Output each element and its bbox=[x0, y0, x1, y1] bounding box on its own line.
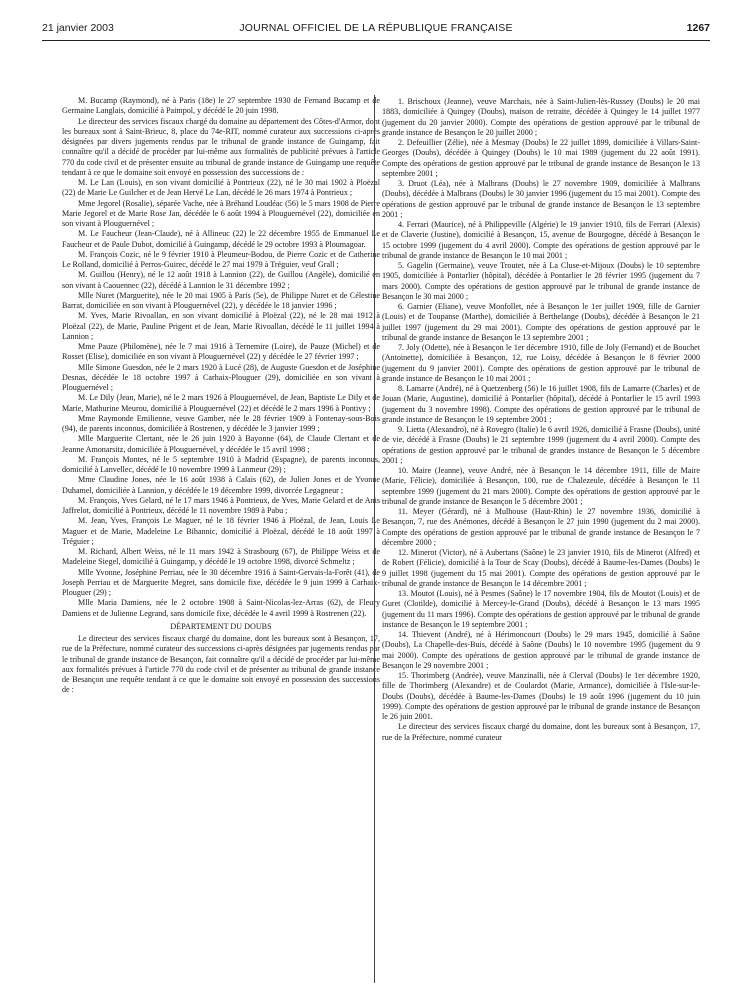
right-column bbox=[382, 97, 700, 743]
paragraph: 3. Druot (Léa), née à Malbrans (Doubs) le 27 novembre 1909, domiciliée à Malbrans (Doubs), décédée à Malbrans (Doubs) le 30 janvier 1996 (jugement du 15 mai 2001). Compte des opérations de gestion approuvé par le tribunal de grande instance de Besançon le 13 septembre 2001 ; bbox=[382, 179, 700, 219]
paragraph: M. Le Dily (Jean, Marie), né le 2 mars 1926 à Plouguernével, de Jean, Baptiste Le Dily et de Marie, Mathurine Meurou, domicilié à Plouguernével (22) et décédé le 2 mars 1996 à Pontivy ; bbox=[62, 393, 380, 413]
paragraph: 10. Maire (Jeanne), veuve André, née à Besançon le 14 décembre 1911, fille de Maire (Marie, Félicie), domiciliée à Besançon, 100, rue de Chalezeule, décédée à Besançon le 11 septembre 1999 (jugement du 21 mars 2000). Compte des opérations de gestion approuvé par le tribunal de grande instance de Besançon le 5 décembre 2001 ; bbox=[382, 466, 700, 506]
paragraph: M. Bucamp (Raymond), né à Paris (18e) le 27 septembre 1930 de Fernand Bucamp et de Germaine Langlais, domicilié à Paimpol, y décédé le 20 juin 1998. bbox=[62, 96, 380, 116]
paragraph: M. Le Faucheur (Jean-Claude), né à Allineuc (22) le 22 décembre 1955 de Emmanuel Le Faucheur et de Paule Dubot, domicilié à Guingamp, décédé le 29 octobre 1993 à Ploumagoar. bbox=[62, 229, 380, 249]
paragraph: M. François, Yves Gelard, né le 17 mars 1946 à Pontrieux, de Yves, Marie Gelard et de Anis Jaffrelot, domicilié à Pontrieux, décédé le 11 novembre 1989 à Pabu ; bbox=[62, 495, 380, 515]
paragraph: Mlle Nuret (Marguerite), née le 20 mai 1905 à Paris (5e), de Philippe Nuret et de Célestine Barrat, domiciliée en son vivant à Plouguernével (22), y décédée le 18 janvier 1996 ; bbox=[62, 290, 380, 310]
paragraph: 2. Defeuillier (Zélie), née à Mesmay (Doubs) le 22 juillet 1899, domiciliée à Villars-Saint-Georges (Doubs), décédée à Quingey (Doubs) le 10 mai 1989 (jugement du 22 août 1991). Compte des opérations de gestion approuvé par le tribunal de grande instance de Besançon le 13 septembre 2001 ; bbox=[382, 138, 700, 178]
left-column bbox=[62, 96, 380, 696]
paragraph: 5. Gagelin (Germaine), veuve Troutet, née à La Cluse-et-Mijoux (Doubs) le 10 septembre 1905, domiciliée à Pontarlier (hôpital), décédée à Pontarlier le 28 février 1995 (jugement du 7 mars 2000). Compte des opérations de gestion approuvé par le tribunal de grande instance de Besançon le 30 mai 2000 ; bbox=[382, 261, 700, 301]
paragraph: Mme Jegorel (Rosalie), séparée Vache, née à Bréhand Loudéac (56) le 5 mars 1908 de Pierre Marie Jegorel et de Marie Rose Jan, décédée le 6 août 1994 à Plouguernével (22), domiciliée en son vivant à Plouguernével ; bbox=[62, 198, 380, 228]
paragraph: 1. Brischoux (Jeanne), veuve Marchais, née à Saint-Julien-lès-Russey (Doubs) le 20 mai 1883, domiciliée à Quingey (Doubs), maison de retraite, décédée à Quingey le 14 juillet 1977 (jugement du 20 janvier 2000). Compte des opérations de gestion approuvé par le tribunal de grande instance de Besançon le 20 juillet 2000 ; bbox=[382, 97, 700, 137]
paragraph: M. François Cozic, né le 9 février 1910 à Pleumeur-Bodou, de Pierre Cozic et de Catherine Le Rolland, domicilié à Perros-Guirec, décédé le 27 mai 1979 à Tréguier, veuf Grall ; bbox=[62, 249, 380, 269]
paragraph: Le directeur des services fiscaux chargé du domaine, dont les bureaux sont à Besançon, 17, rue de la Préfecture, nommé curateur des successions ci-après désignées par jugements rendus par le tribunal de grande instance de Besançon, fait connaître qu'il a décidé de procéder par lui-même aux formalités prévues à l'article 770 du code civil et de présenter au tribunal de grande instance de Besançon une requête tendant à ce que le domaine soit envoyé en possession des successions de : bbox=[62, 634, 380, 695]
section-title: DÉPARTEMENT DU DOUBS bbox=[170, 621, 272, 631]
paragraph: Mlle Marguerite Clertant, née le 26 juin 1920 à Bayonne (64), de Claude Clertant et de Jeanne Amonarsitz, domiciliée à Plouguernével, y décédée le 15 avril 1998 ; bbox=[62, 434, 380, 454]
paragraph: 7. Joly (Odette), née à Besançon le 1er décembre 1910, fille de Joly (Fernand) et de Bouchet (Antoinette), domiciliée à Besançon, 12, rue Loisy, décédée à Besançon le 8 février 2000 (jugement du 9 janvier 2001). Compte des opérations de gestion approuvé par le tribunal de grande instance de Besançon le 10 mai 2001 ; bbox=[382, 343, 700, 383]
paragraph: 6. Garnier (Eliane), veuve Monfollet, née à Besançon le 1er juillet 1909, fille de Garnier (Louis) et de Toupanse (Marthe), domiciliée à Berthelange (Doubs), décédée à Besançon le 21 juillet 1997 (jugement du 29 mai 2001). Compte des opérations de gestion approuvé par le tribunal de grande instance de Besançon le 13 septembre 2001 ; bbox=[382, 302, 700, 342]
paragraph: Mlle Simone Guesdon, née le 2 mars 1920 à Lucé (28), de Auguste Guesdon et de Joséphine Desnas, décédée le 18 octobre 1997 à Carhaix-Plouguer (29), domiciliée en son vivant à Plouguernével ; bbox=[62, 362, 380, 392]
paragraph: M. Le Lan (Louis), en son vivant domicilié à Pontrieux (22), né le 30 mai 1902 à Ploëzal (22) de Marie Le Guilcher et de Jean Hervé Le Lan, décédé le 26 mars 1974 à Pontrieux ; bbox=[62, 178, 380, 198]
paragraph: M. Richard, Albert Weiss, né le 11 mars 1942 à Strasbourg (67), de Philippe Weiss et de Madeleine Siegel, domicilié à Guingamp, y décédé le 19 octobre 1998, divorcé Schmeltz ; bbox=[62, 547, 380, 567]
paragraph: 15. Thorimberg (Andrée), veuve Manzinalli, née à Clerval (Doubs) le 1er décembre 1920, fille de Thorimberg (Alexandre) et de Coulardot (Marie, Armance), domiciliée à l'Isle-sur-le-Doubs (Doubs), décédée à Baume-les-Dames (Doubs) le 19 août 1996 (jugement du 10 juin 1999). Compte des opérations de gestion approuvé par le tribunal de grande instance de Besançon le 26 juin 2001. bbox=[382, 671, 700, 721]
paragraph: M. Yves, Marie Rivoallan, en son vivant domicilié à Ploëzal (22), né le 28 mai 1912 à Ploëzal (22), de Marie, Pauline Prigent et de Jean, Marie Rivoallan, décédé le 11 juillet 1994 à Lannion ; bbox=[62, 311, 380, 341]
paragraph: 8. Lamarre (André), né à Quetzenberg (56) le 16 juillet 1908, fils de Lamarre (Charles) et de Jouan (Marie, Augustine), domicilié à Pontarlier (hôpital), décédé à Pontarlier le 15 avril 1993 (jugement du 3 novembre 1998). Compte des opérations de gestion approuvé par le tribunal de grande instance de Besançon le 19 septembre 2001 ; bbox=[382, 384, 700, 424]
header-rule bbox=[42, 40, 710, 41]
paragraph: Le directeur des services fiscaux chargé du domaine, dont les bureaux sont à Besançon, 17, rue de la Préfecture, nommé curateur bbox=[382, 722, 700, 742]
paragraph: 9. Lietta (Alexandro), né à Rovegro (Italie) le 6 avril 1926, domicilié à Frasne (Doubs), unité de vie, décédé à Frasne (Doubs) le 21 septembre 1999 (jugement du 4 avril 2000). Compte des opérations de gestion approuvé par le tribunal de grandes instance de Besançon le 5 décembre 2001 ; bbox=[382, 425, 700, 465]
paragraph: 13. Moutot (Louis), né à Pesmes (Saône) le 17 novembre 1904, fils de Moutot (Louis) et de Guret (Clotilde), domicilié à Mercey-le-Grand (Doubs), décédé à Besançon le 13 mars 1995 (jugement du 11 mars 1996). Compte des opérations de gestion approuvé par le tribunal de grande instance de Besançon le 19 septembre 2001 ; bbox=[382, 589, 700, 629]
paragraph: 14. Thievent (André), né à Hérimoncourt (Doubs) le 29 mars 1945, domicilié à Saône (Doubs), La Chapelle-des-Buis, décédé à Saône (Doubs) le 10 novembre 1995 (jugement du 9 mai 2000). Compte des opérations de gestion approuvé par le tribunal de grande instance de Besançon le 29 novembre 2001 ; bbox=[382, 630, 700, 670]
paragraph: Mme Pauze (Philomène), née le 7 mai 1916 à Ternemire (Loire), de Pauze (Michel) et de Rosset (Elise), domiciliée en son vivant à Plouguernével (22) y décédée le 27 février 1997 ; bbox=[62, 342, 380, 362]
paragraph: M. Jean, Yves, François Le Maguer, né le 18 février 1946 à Ploëzal, de Jean, Louis Le Maguer et de Marie, Madeleine Le Bihannic, domicilié à Ploëzal, décédé le 18 août 1997 à Tréguier ; bbox=[62, 516, 380, 546]
page-number: 1267 bbox=[686, 22, 710, 34]
paragraph: Mlle Yvonne, Joséphine Perriau, née le 30 décembre 1916 à Saint-Gervais-la-Forêt (41), de Joseph Perriau et de Marguerite Megret, sans domicile fixe, décédée le 9 juin 1999 à Carhaix-Plouguer (29) ; bbox=[62, 567, 380, 597]
paragraph: Mlle Maria Damiens, née le 2 octobre 1908 à Saint-Nicolas-lez-Arras (62), de Fleury Damiens et de Julienne Legrand, sans domicile fixe, décédée le 4 avril 1999 à Rostrenen (22). bbox=[62, 598, 380, 618]
paragraph: Mme Raymonde Emilienne, veuve Gamber, née le 28 février 1909 à Fontenay-sous-Bois (94), de parents inconnus, domiciliée à Rostrenen, y décédée le 3 janvier 1999 ; bbox=[62, 413, 380, 433]
column-divider bbox=[374, 95, 375, 983]
page-header bbox=[42, 22, 710, 40]
issue-date: 21 janvier 2003 bbox=[42, 22, 114, 34]
paragraph: M. François Montes, né le 5 septembre 1910 à Madrid (Espagne), de parents inconnus, domicilié à Lanvellec, décédé le 10 novembre 1999 à Lanmeur (29) ; bbox=[62, 454, 380, 474]
paragraph: 4. Ferrari (Maurice), né à Philippeville (Algérie) le 19 janvier 1910, fils de Ferrari (Alexis) et de Claverie (Justine), domicilié à Besançon, 15, avenue de Bourgogne, décédé à Besançon le 15 octobre 1999 (jugement du 4 avril 2000). Compte des opérations de gestion approuvé par le tribunal de grande instance de Besançon le 10 mai 2001 ; bbox=[382, 220, 700, 260]
journal-title: JOURNAL OFFICIEL DE LA RÉPUBLIQUE FRANÇAISE bbox=[239, 22, 513, 34]
paragraph: Mme Claudine Jones, née le 16 août 1938 à Calais (62), de Julien Jones et de Yvonne Duhamel, domiciliée à Lannion, y décédée le 19 décembre 1999, divorcée Legagneur ; bbox=[62, 475, 380, 495]
paragraph: 11. Meyer (Gérard), né à Mulhouse (Haut-Rhin) le 27 novembre 1936, domicilié à Besançon, 7, rue des Anémones, décédé à Besançon le 27 juin 1990 (jugement du 2 mai 2000). Compte des opérations de gestion approuvé par le tribunal de grande instance de Besançon le 7 décembre 2000 ; bbox=[382, 507, 700, 547]
paragraph: M. Guillou (Henry), né le 12 août 1918 à Lannion (22), de Guillou (Angèle), domicilié en son vivant à Caouennec (22), décédé à Lannion le 31 décembre 1992 ; bbox=[62, 270, 380, 290]
paragraph: Le directeur des services fiscaux chargé du domaine au département des Côtes-d'Armor, dont les bureaux sont à Saint-Brieuc, 8, place du 74e-RIT, nommé curateur aux successions ci-après désignées par divers jugements rendus par le tribunal de grande instance de Guingamp, fait connaître qu'il a décidé de procéder par lui-même aux formalités de publicité prévues à l'article 770 du code civil et de présenter ensuite au tribunal de grande instance de Guingamp une requête tendant à ce que le domaine soit envoyé en possession des successions de : bbox=[62, 116, 380, 177]
paragraph: 12. Minerot (Victor), né à Aubertans (Saône) le 23 janvier 1910, fils de Minerot (Alfred) et de Robert (Félicie), domicilié à la Tour de Scay (Doubs), décédé à Baume-les-Dames (Doubs) le 9 juillet 1998 (jugement du 15 mai 2001). Compte des opérations de gestion approuvé par le tribunal de grande instance de Besançon le 14 décembre 2001 ; bbox=[382, 548, 700, 588]
